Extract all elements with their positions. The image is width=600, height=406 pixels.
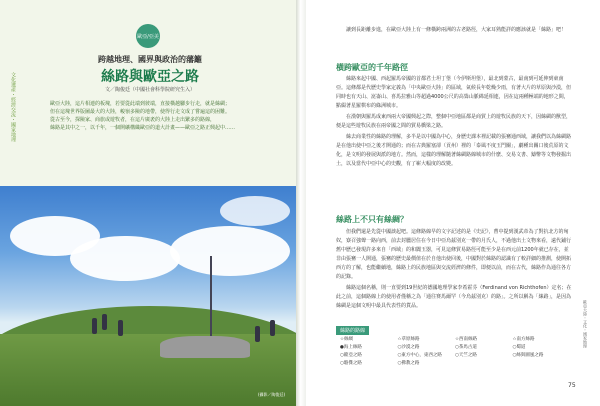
route-item: ○歐亞之路: [340, 353, 362, 358]
body-section-2: [336, 228, 572, 313]
route-item: ☆草原絲路: [397, 337, 420, 342]
route-item: ○駱傑之路: [340, 361, 362, 366]
paragraph: 絲去商業性的絲路的理解，多半是以中國為中心，身歷史課本裡記載的張騫通西域，讓我們以為絲綢路是在他出使中亞之後才開通的；而在古典羅塞卻（貢州）裡的「泰風不度玉門關」，劇種出關口後荒原的文化，是文明的發展與派的地方。然而，這樣的理解隨著絲綢路線城市的什麼、交易文書、鑄幣等文物發掘出土，以及當代中亞中心的史觀，有了嶄大幅度的改變。: [336, 134, 572, 167]
section-heading: 橫跨歐亞的千年路徑: [336, 63, 408, 72]
right-page: [306, 0, 600, 406]
route-item: ○天竺之路: [455, 353, 477, 358]
body-paragraph: [336, 26, 572, 37]
box-label: 絲路的路線: [336, 326, 369, 335]
page-gutter: [296, 0, 306, 406]
article-kicker: 跨越地理、國界與政治的藩籬: [98, 54, 202, 64]
route-item: ○沙漠之路: [397, 345, 420, 350]
person-figure: [102, 314, 107, 330]
side-running-text: 歐亞大陸・文化・國家地理: [583, 300, 588, 348]
route-grid: [340, 336, 570, 368]
paragraph: 絲路來起中國、西起羅馬帝國的首都君士坦丁堡（今伊斯坦堡），最北到蒙古，最南到可延伸到東南亞。這條都是代歷史學家定義為「中央歐亞大陸」的區域，氣候長年乾燥少雨，有著大片的草原與沙漠，但同時也有天山、崑崙山、喜馬拉雅山等超過4000公尺的高聳山脈綿延相連，因在這兩種極端的地形之間，點綴著星羅棋布的綠洲城市。: [336, 76, 572, 109]
route-item: ○東方中心，東西之路: [397, 353, 442, 358]
cloud-shape: [170, 226, 290, 276]
person-figure: [118, 320, 123, 336]
cloud-shape: [70, 236, 180, 281]
person-figure: [255, 326, 260, 342]
person-figure: [92, 318, 97, 334]
route-item: ○絲與圖風之路: [512, 353, 544, 358]
cairn-pole: [210, 256, 212, 346]
route-item: ☆南方絲路: [512, 337, 535, 342]
route-list-box: [336, 326, 572, 374]
section-heading: 絲路上不只有絲綢？: [336, 215, 408, 224]
article-byline: 文／陶俊廷（中國社會科學院研究生入）: [104, 87, 195, 93]
cloud-shape: [220, 196, 290, 226]
paragraph: 但我們還是先從中國談起吧。這條路線早的文字記述的是《史記》，曹中提到漢武帝為了對抗北方的匈奴，寮召強聲一路向西，前去封臘居住在今日中亞烏茲別克一帶的月氏人，不過他出土文物來看，遠代鋪行舊中歷已發現許多來自「西域」的和闐玉器，可見這條貿易路徑可能至少是在西元前1200年就已存在，並非由張騫一人開通，張騫的歷史最價值在於自他出使回後，中國對於絲路的認識有了較詳細的推測，使開拓西方的了解，也能繼續地，絲路上的民族地區與交流經濟的條件，即便以前，而在古代，絲路作為通往各方的記錄。: [336, 229, 572, 280]
paragraph: 絲路這個名稱，則一直要到19世紀的德國地理學家李希霍芬（Ferdinand von Richthofen）定名；在此之前，這個路線上的使用者僅稱之為「通往赛馬爾罕（今烏茲別克）的路」。之所以稱為「絲路」，是因為絲綢是這個文明中最具代表性的貨品。: [336, 285, 572, 309]
body-section-1: [336, 75, 572, 171]
intro-line: 歐亞大陸，這片相連的板塊，若要從此端到彼端，直接橫越腳步行走，就是絲綢；: [50, 101, 231, 107]
intro-line: 從古至今，探險家、商旅或遊牧者，在這片廣袤的大陸上走出繁多的路線，: [50, 117, 216, 123]
paragraph: 讓到長距離步進，在歐亞大陸上有一條橫跨兩洲的古老路徑，大家耳熟能詳的應該就是「絲路」吧！: [346, 27, 567, 33]
landscape-photo: [0, 186, 300, 406]
route-item: ●海上絲路: [340, 345, 362, 350]
page-number: 75: [568, 382, 576, 389]
route-item: ☆西南絲路: [455, 337, 478, 342]
intro-line: 絲路是其中之一，以千年，一個開礦構織歐亞的道大計畫——歐亞之路正興起中……: [50, 125, 236, 131]
route-item: ☆絲綢: [340, 337, 354, 342]
side-label: 文化遺產・經濟交流・國家地理: [10, 72, 16, 142]
route-item: ○佛教之路: [397, 361, 420, 366]
photo-credit: (攝影／陶俊廷): [258, 392, 286, 397]
intro-line: 但在這塊世界版圖最大的大陸，峻嶺多險的地帶，使得行走文成了嘗遍這的困難。: [50, 109, 231, 115]
paragraph: 在漢朝與羅馬成東西兩大帝國興起之際，整個中亞地區都是商貿上的遊牧民族的天下，因絲綢的獸型，便是這些遊牧民族在兩帝國之間的貿易橋梁之路。: [336, 114, 572, 129]
article-intro: [40, 100, 262, 132]
article-title: 絲路與歐亞之路: [101, 69, 199, 85]
grassland: [0, 334, 300, 406]
section-tag: 歐亞/亞美: [136, 24, 160, 48]
route-item: ○蜀道: [512, 345, 526, 350]
route-item: ○茶馬古道: [455, 345, 477, 350]
person-figure: [270, 320, 275, 336]
stone-cairn: [160, 336, 250, 358]
